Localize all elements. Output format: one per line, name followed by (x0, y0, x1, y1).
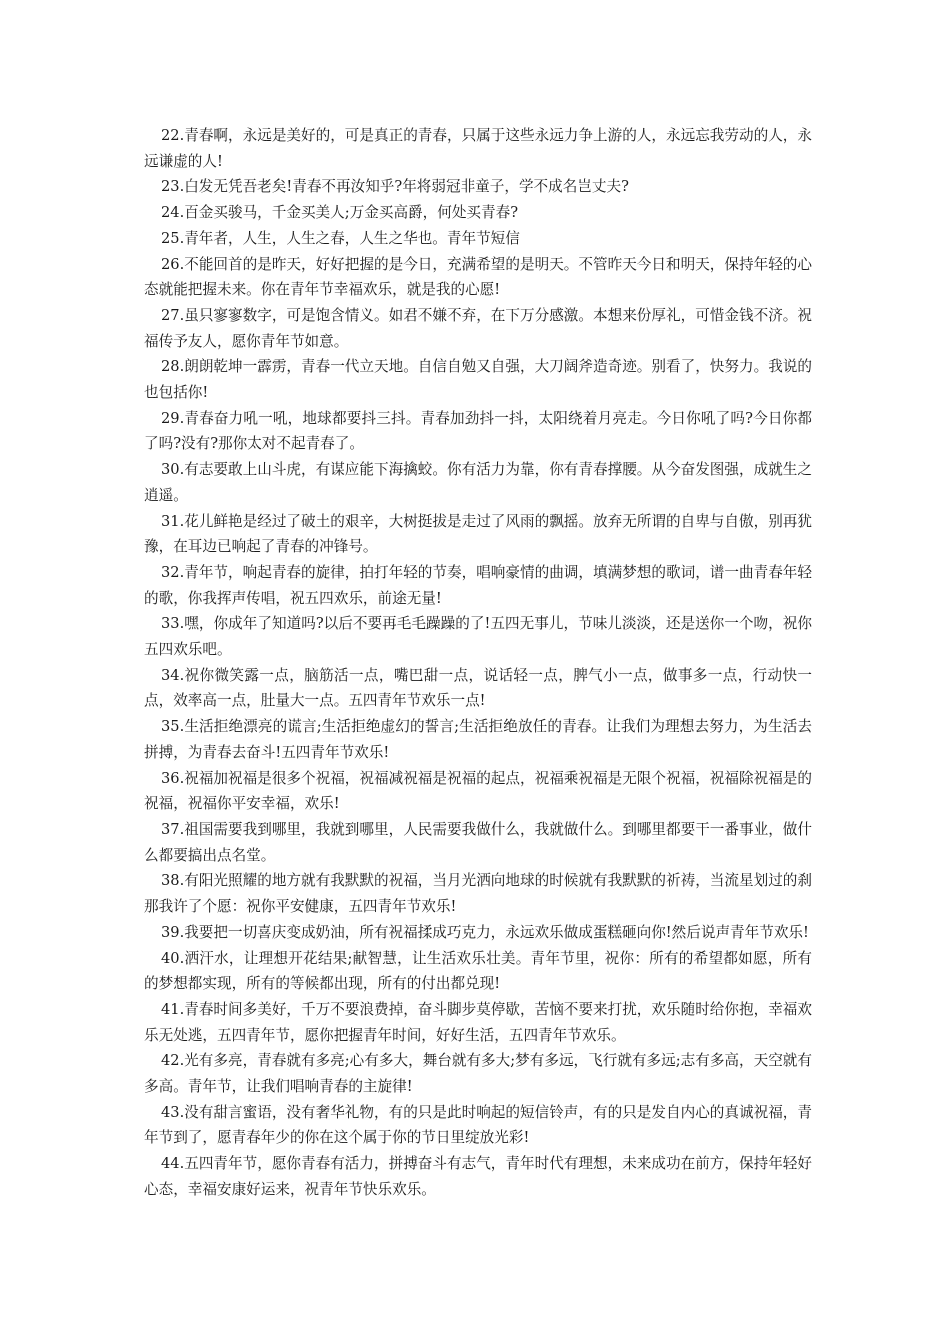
list-item: 36.祝福加祝福是很多个祝福，祝福减祝福是祝福的起点，祝福乘祝福是无限个祝福，祝福除祝福是的祝福，祝福你平安幸福，欢乐! (144, 769, 812, 813)
list-item: 26.不能回首的是昨天，好好把握的是今日，充满希望的是明天。不管昨天今日和明天，保持年轻的心态就能把握未来。你在青年节幸福欢乐，就是我的心愿! (144, 255, 812, 299)
list-item: 23.白发无凭吾老矣!青春不再汝知乎?年将弱冠非童子，学不成名岂丈夫? (161, 178, 629, 196)
document-body (144, 123, 812, 1203)
list-item: 40.洒汗水，让理想开花结果;献智慧，让生活欢乐壮美。青年节里，祝你：所有的希望都如愿，所有的梦想都实现，所有的等候都出现，所有的付出都兑现! (144, 949, 812, 993)
list-item: 42.光有多亮，青春就有多亮;心有多大，舞台就有多大;梦有多远，飞行就有多远;志有多高，天空就有多高。青年节，让我们唱响青春的主旋律! (144, 1052, 812, 1096)
list-item: 43.没有甜言蜜语，没有奢华礼物，有的只是此时响起的短信铃声，有的只是发自内心的真诚祝福，青年节到了，愿青春年少的你在这个属于你的节日里绽放光彩! (144, 1103, 812, 1147)
list-item: 38.有阳光照耀的地方就有我默默的祝福，当月光洒向地球的时候就有我默默的祈祷，当流星划过的刹那我许了个愿：祝你平安健康，五四青年节欢乐! (144, 872, 812, 916)
list-item: 27.虽只寥寥数字，可是饱含情义。如君不嫌不弃，在下万分感激。本想来份厚礼，可惜金钱不济。祝福传予友人，愿你青年节如意。 (144, 306, 812, 350)
list-item: 39.我要把一切喜庆变成奶油，所有祝福揉成巧克力，永远欢乐做成蛋糕砸向你!然后说声青年节欢乐! (161, 923, 809, 941)
list-item: 30.有志要敢上山斗虎，有谋应能下海擒蛟。你有活力为靠，你有青春撑腰。从今奋发图强，成就生之逍遥。 (144, 461, 812, 504)
list-item: 31.花儿鲜艳是经过了破土的艰辛，大树挺拔是走过了风雨的飘摇。放弃无所谓的自卑与自傲，别再犹豫，在耳边已响起了青春的冲锋号。 (144, 512, 812, 556)
list-item: 32.青年节，响起青春的旋律，拍打年轻的节奏，唱响豪情的曲调，填满梦想的歌词，谱一曲青春年轻的歌，你我挥声传唱，祝五四欢乐，前途无量! (144, 563, 812, 607)
list-item: 22.青春啊，永远是美好的，可是真正的青春，只属于这些永远力争上游的人，永远忘我劳动的人，永远谦虚的人! (144, 127, 812, 170)
list-item: 33.嘿，你成年了知道吗?以后不要再毛毛躁躁的了!五四无事儿，节味儿淡淡，还是送你一个吻，祝你五四欢乐吧。 (144, 615, 812, 659)
list-item: 35.生活拒绝漂亮的谎言;生活拒绝虚幻的誓言;生活拒绝放任的青春。让我们为理想去努力，为生活去拼搏，为青春去奋斗!五四青年节欢乐! (144, 718, 812, 761)
list-item: 28.朗朗乾坤一霹雳，青春一代立天地。自信自勉又自强，大刀阔斧造奇迹。别看了，快努力。我说的也包括你! (144, 358, 812, 402)
list-item: 24.百金买骏马，千金买美人;万金买高爵，何处买青春? (161, 204, 519, 222)
list-item: 41.青春时间多美好，千万不要浪费掉，奋斗脚步莫停歇，苦恼不要来打扰，欢乐随时给你抱，幸福欢乐无处逃，五四青年节，愿你把握青年时间，好好生活，五四青年节欢乐。 (144, 1000, 812, 1044)
list-item: 29.青春奋力吼一吼，地球都要抖三抖。青春加劲抖一抖，太阳绕着月亮走。今日你吼了吗?今日你都了吗?没有?那你太对不起青春了。 (144, 409, 812, 453)
list-item: 37.祖国需要我到哪里，我就到哪里，人民需要我做什么，我就做什么。到哪里都要干一番事业，做什么都要搞出点名堂。 (144, 820, 812, 864)
list-item: 25.青年者，人生，人生之春，人生之华也。青年节短信 (161, 229, 520, 247)
list-item: 44.五四青年节，愿你青春有活力，拼搏奋斗有志气，青年时代有理想，未来成功在前方，保持年轻好心态，幸福安康好运来，祝青年节快乐欢乐。 (144, 1155, 812, 1198)
list-item: 34.祝你微笑露一点，脑筋活一点，嘴巴甜一点，说话轻一点，脾气小一点，做事多一点，行动快一点，效率高一点，肚量大一点。五四青年节欢乐一点! (144, 666, 812, 710)
